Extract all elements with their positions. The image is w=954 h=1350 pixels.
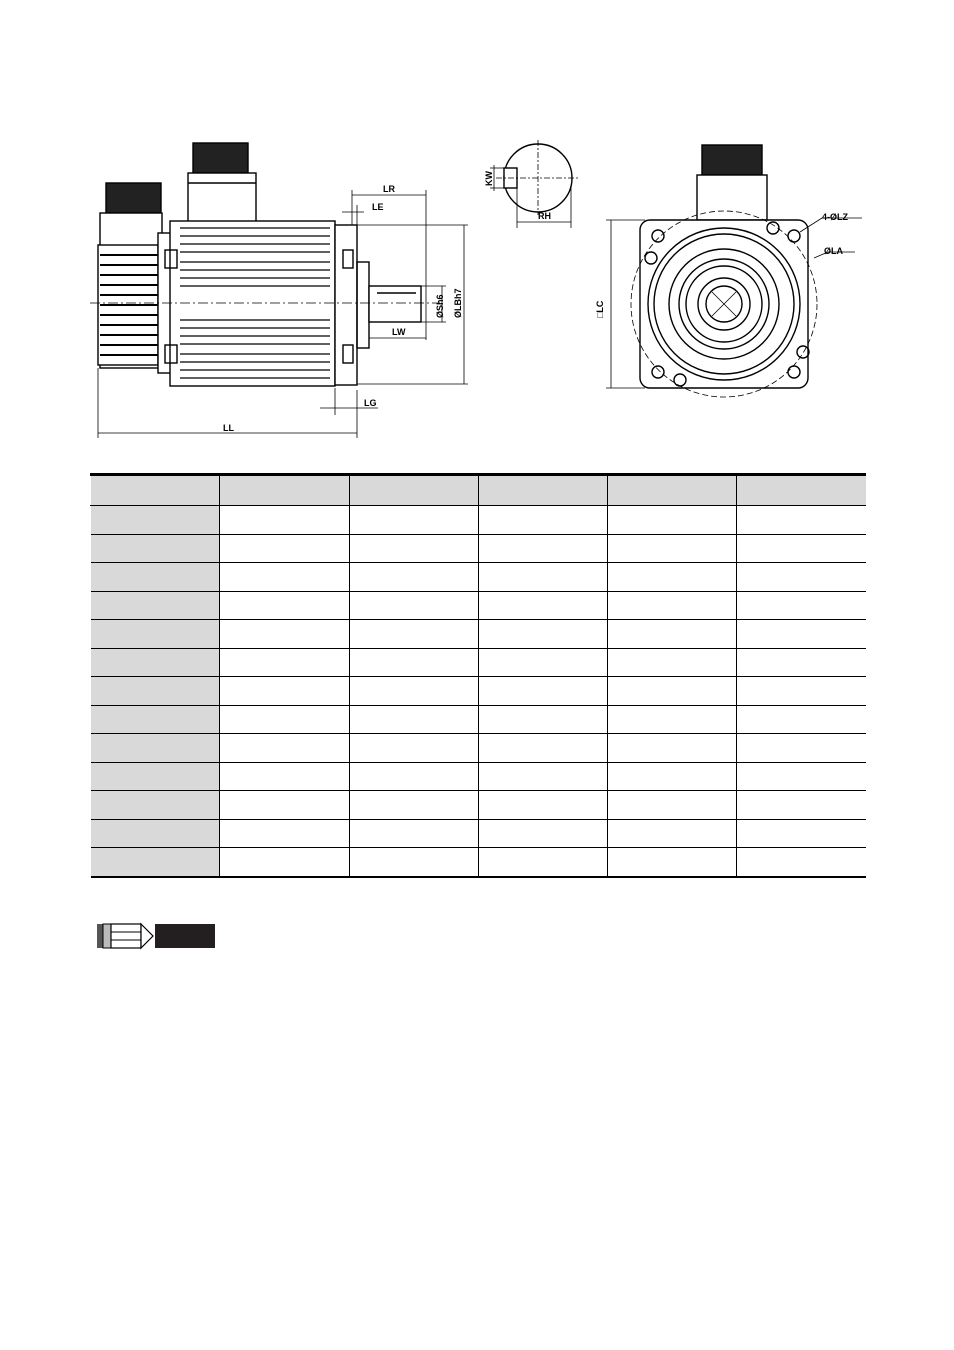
table-cell <box>220 620 349 649</box>
dim-label-lb: ØLBh7 <box>453 288 463 318</box>
table-row <box>91 677 867 706</box>
table-cell <box>349 620 478 649</box>
row-label-cell <box>91 705 220 734</box>
table-cell <box>608 620 737 649</box>
dim-label-lr: LR <box>383 184 395 194</box>
table-cell <box>478 506 607 535</box>
table-cell <box>349 791 478 820</box>
table-cell <box>220 705 349 734</box>
row-label-cell <box>91 791 220 820</box>
row-label-cell <box>91 506 220 535</box>
table-cell <box>349 848 478 877</box>
header-cell <box>91 475 220 506</box>
table-cell <box>478 591 607 620</box>
dim-label-sh: ØSh6 <box>435 294 445 318</box>
table-cell <box>737 762 866 791</box>
table-cell <box>608 591 737 620</box>
table-cell <box>349 819 478 848</box>
table-cell <box>478 819 607 848</box>
table-row <box>91 705 867 734</box>
header-cell <box>608 475 737 506</box>
dim-label-le: LE <box>372 202 384 212</box>
header-cell <box>220 475 349 506</box>
table-cell <box>349 705 478 734</box>
table-cell <box>478 762 607 791</box>
table-cell <box>478 677 607 706</box>
table-cell <box>349 506 478 535</box>
row-label-cell <box>91 534 220 563</box>
table-cell <box>349 762 478 791</box>
table-cell <box>737 819 866 848</box>
table-cell <box>737 705 866 734</box>
table-cell <box>220 734 349 763</box>
table-cell <box>608 563 737 592</box>
table-cell <box>478 705 607 734</box>
table-row <box>91 534 867 563</box>
table-cell <box>737 506 866 535</box>
table-row <box>91 563 867 592</box>
dimension-table <box>90 473 866 878</box>
table-row <box>91 734 867 763</box>
table-cell <box>220 791 349 820</box>
dim-label-ll: LL <box>223 423 234 433</box>
table-cell <box>220 591 349 620</box>
table-cell <box>478 791 607 820</box>
shaft-section <box>490 140 578 228</box>
table-cell <box>608 677 737 706</box>
front-view <box>606 145 862 397</box>
header-cell <box>349 475 478 506</box>
dim-label-la: ØLA <box>824 246 843 256</box>
table-cell <box>220 534 349 563</box>
table-cell <box>220 677 349 706</box>
table-cell <box>608 848 737 877</box>
row-label-cell <box>91 620 220 649</box>
row-label-cell <box>91 591 220 620</box>
table-cell <box>478 648 607 677</box>
dim-label-lz: 4-ØLZ <box>822 212 848 222</box>
table-header-row <box>91 475 867 506</box>
table-cell <box>737 791 866 820</box>
table-cell <box>608 819 737 848</box>
table-cell <box>349 677 478 706</box>
table-cell <box>608 791 737 820</box>
table-cell <box>737 591 866 620</box>
dim-label-kw: KW <box>484 171 494 186</box>
table-cell <box>349 734 478 763</box>
motor-body <box>158 221 357 386</box>
table-cell <box>737 848 866 877</box>
motor-shaft <box>357 262 421 348</box>
table-cell <box>478 848 607 877</box>
row-label-cell <box>91 648 220 677</box>
table-row <box>91 620 867 649</box>
table-cell <box>737 648 866 677</box>
table-cell <box>220 848 349 877</box>
table-cell <box>478 534 607 563</box>
table-cell <box>737 534 866 563</box>
header-cell <box>478 475 607 506</box>
table-cell <box>608 762 737 791</box>
table-cell <box>220 506 349 535</box>
dim-label-lg: LG <box>364 398 377 408</box>
dim-label-rh: RH <box>538 211 551 221</box>
table-cell <box>220 762 349 791</box>
table-cell <box>608 506 737 535</box>
table-row <box>91 648 867 677</box>
table-row <box>91 762 867 791</box>
row-label-cell <box>91 563 220 592</box>
table-row <box>91 791 867 820</box>
row-label-cell <box>91 677 220 706</box>
table-cell <box>478 563 607 592</box>
table-row <box>91 848 867 877</box>
table-cell <box>737 734 866 763</box>
table-cell <box>349 534 478 563</box>
table-cell <box>220 563 349 592</box>
motor-dimension-drawing <box>0 0 954 470</box>
pencil-note-icon <box>97 922 217 950</box>
table-cell <box>220 819 349 848</box>
table-cell <box>737 620 866 649</box>
table-cell <box>220 648 349 677</box>
table-cell <box>478 734 607 763</box>
table-cell <box>608 534 737 563</box>
encoder-connector <box>98 183 162 368</box>
table-row <box>91 506 867 535</box>
dim-label-lw: LW <box>392 327 406 337</box>
table-cell <box>608 734 737 763</box>
table-cell <box>608 705 737 734</box>
table-cell <box>478 620 607 649</box>
row-label-cell <box>91 762 220 791</box>
table-row <box>91 819 867 848</box>
row-label-cell <box>91 819 220 848</box>
table-cell <box>608 648 737 677</box>
table-row <box>91 591 867 620</box>
table-cell <box>737 563 866 592</box>
header-cell <box>737 475 866 506</box>
table-cell <box>349 648 478 677</box>
table-cell <box>349 563 478 592</box>
dim-label-lc: □LC <box>595 300 605 318</box>
power-connector <box>188 143 256 223</box>
row-label-cell <box>91 848 220 877</box>
row-label-cell <box>91 734 220 763</box>
table-cell <box>737 677 866 706</box>
table-cell <box>349 591 478 620</box>
